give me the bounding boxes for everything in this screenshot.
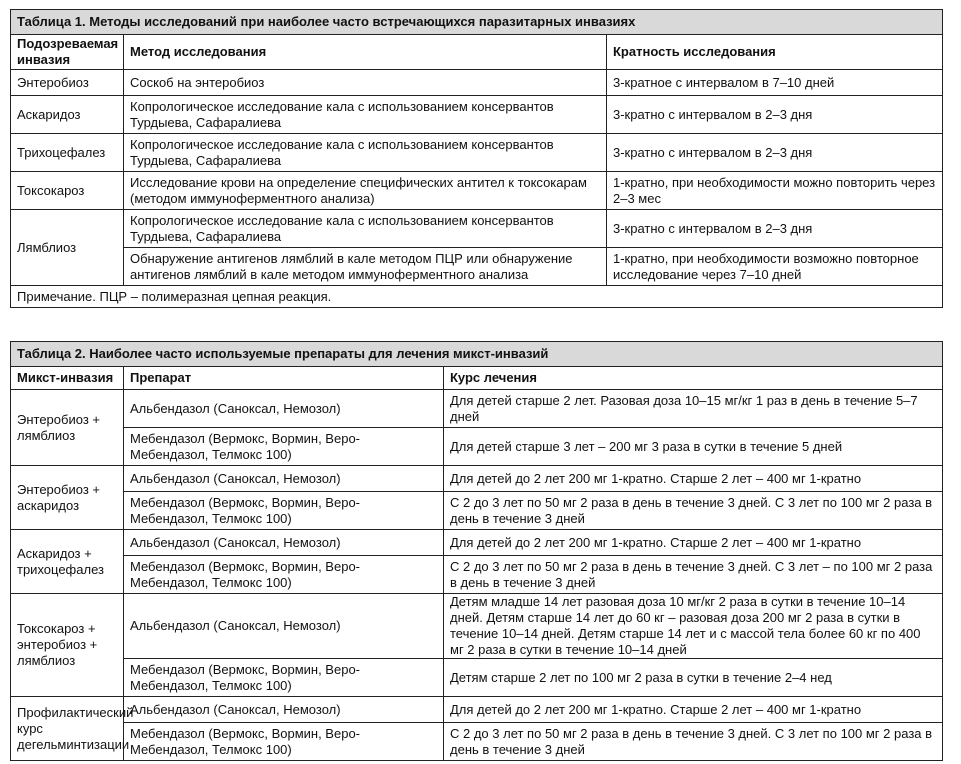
course-cell: Для детей до 2 лет 200 мг 1-кратно. Старше 2 лет – 400 мг 1-кратно (444, 530, 943, 556)
mixed-invasion-cell: Энтеробиоз + аскаридоз (11, 466, 124, 530)
invasion-cell: Трихоцефалез (11, 134, 124, 172)
drug-cell: Мебендазол (Вермокс, Вормин, Веро-Мебендазол, Телмокс 100) (124, 428, 444, 466)
table-row (11, 248, 943, 286)
table-row (11, 428, 943, 466)
table-1 (10, 9, 943, 308)
course-cell: С 2 до 3 лет по 50 мг 2 раза в день в течение 3 дней. С 3 лет – по 100 мг 2 раза в день в течение 3 дней (444, 556, 943, 594)
table-row (11, 70, 943, 96)
method-cell: Соскоб на энтеробиоз (124, 70, 607, 96)
table-note: Примечание. ПЦР – полимеразная цепная реакция. (11, 286, 943, 308)
drug-cell: Альбендазол (Саноксал, Немозол) (124, 697, 444, 723)
table-row (11, 530, 943, 556)
invasion-cell: Аскаридоз (11, 96, 124, 134)
course-cell: Для детей до 2 лет 200 мг 1-кратно. Старше 2 лет – 400 мг 1-кратно (444, 466, 943, 492)
table-row (11, 723, 943, 761)
frequency-cell: 3-кратно с интервалом в 2–3 дня (607, 210, 943, 248)
frequency-cell: 1-кратно, при необходимости возможно повторное исследование через 7–10 дней (607, 248, 943, 286)
course-cell: Детям старше 2 лет по 100 мг 2 раза в сутки в течение 2–4 нед (444, 659, 943, 697)
frequency-cell: 3-кратно с интервалом в 2–3 дня (607, 96, 943, 134)
method-cell: Обнаружение антигенов лямблий в кале методом ПЦР или обнаружение антигенов лямблий в кале методом иммуноферментного анализа (124, 248, 607, 286)
course-cell: Для детей до 2 лет 200 мг 1-кратно. Старше 2 лет – 400 мг 1-кратно (444, 697, 943, 723)
course-cell: Для детей старше 2 лет. Разовая доза 10–15 мг/кг 1 раз в день в течение 5–7 дней (444, 390, 943, 428)
drug-cell: Альбендазол (Саноксал, Немозол) (124, 530, 444, 556)
drug-cell: Мебендазол (Вермокс, Вормин, Веро-Мебендазол, Телмокс 100) (124, 556, 444, 594)
drug-cell: Альбендазол (Саноксал, Немозол) (124, 466, 444, 492)
drug-cell: Мебендазол (Вермокс, Вормин, Веро-Мебендазол, Телмокс 100) (124, 723, 444, 761)
mixed-invasion-cell: Энтеробиоз + лямблиоз (11, 390, 124, 466)
invasion-cell: Токсокароз (11, 172, 124, 210)
header-course: Курс лечения (444, 367, 943, 390)
table-row (11, 96, 943, 134)
frequency-cell: 3-кратное с интервалом в 7–10 дней (607, 70, 943, 96)
method-cell: Копрологическое исследование кала с использованием консервантов Турдыева, Сафаралиева (124, 210, 607, 248)
mixed-invasion-cell: Токсокароз + энтеробиоз + лямблиоз (11, 594, 124, 697)
table-row (11, 594, 943, 659)
drug-cell: Альбендазол (Саноксал, Немозол) (124, 594, 444, 659)
drug-cell: Мебендазол (Вермокс, Вормин, Веро-Мебендазол, Телмокс 100) (124, 659, 444, 697)
course-cell: Для детей старше 3 лет – 200 мг 3 раза в сутки в течение 5 дней (444, 428, 943, 466)
table-row (11, 697, 943, 723)
drug-cell: Мебендазол (Вермокс, Вормин, Веро-Мебендазол, Телмокс 100) (124, 492, 444, 530)
table-row (11, 134, 943, 172)
mixed-invasion-cell: Профилактический курс дегельминтизации (11, 697, 124, 761)
header-invasion: Подозреваемая инвазия (11, 35, 124, 70)
invasion-cell: Энтеробиоз (11, 70, 124, 96)
method-cell: Исследование крови на определение специфических антител к токсокарам (методом иммуноферментного анализа) (124, 172, 607, 210)
table-row (11, 466, 943, 492)
method-cell: Копрологическое исследование кала с использованием консервантов Турдыева, Сафаралиева (124, 134, 607, 172)
table-row (11, 492, 943, 530)
mixed-invasion-cell: Аскаридоз + трихоцефалез (11, 530, 124, 594)
table-2 (10, 341, 943, 761)
table-2-caption: Таблица 2. Наиболее часто используемые препараты для лечения микст-инвазий (11, 342, 943, 367)
drug-cell: Альбендазол (Саноксал, Немозол) (124, 390, 444, 428)
course-cell: С 2 до 3 лет по 50 мг 2 раза в день в течение 3 дней. С 3 лет по 100 мг 2 раза в день в течение 3 дней (444, 492, 943, 530)
table-row (11, 210, 943, 248)
header-drug: Препарат (124, 367, 444, 390)
frequency-cell: 1-кратно, при необходимости можно повторить через 2–3 мес (607, 172, 943, 210)
header-frequency: Кратность исследования (607, 35, 943, 70)
frequency-cell: 3-кратно с интервалом в 2–3 дня (607, 134, 943, 172)
table-row (11, 659, 943, 697)
table-row (11, 556, 943, 594)
course-cell: Детям младше 14 лет разовая доза 10 мг/кг 2 раза в сутки в течение 10–14 дней. Детям старше 14 лет до 60 кг – разовая доза 200 мг 2 раза в сутки в течение 10–14 дней. Детям старше 14 лет и с массой тела более 60 кг по 400 мг 2 раза в сутки в течение 10–14 дней (444, 594, 943, 659)
table-1-caption: Таблица 1. Методы исследований при наиболее часто встречающихся паразитарных инвазиях (11, 10, 943, 35)
invasion-cell: Лямблиоз (11, 210, 124, 286)
table-row (11, 390, 943, 428)
table-row (11, 172, 943, 210)
header-method: Метод исследования (124, 35, 607, 70)
method-cell: Копрологическое исследование кала с использованием консервантов Турдыева, Сафаралиева (124, 96, 607, 134)
header-mixed-invasion: Микст-инвазия (11, 367, 124, 390)
course-cell: С 2 до 3 лет по 50 мг 2 раза в день в течение 3 дней. С 3 лет по 100 мг 2 раза в день в течение 3 дней (444, 723, 943, 761)
